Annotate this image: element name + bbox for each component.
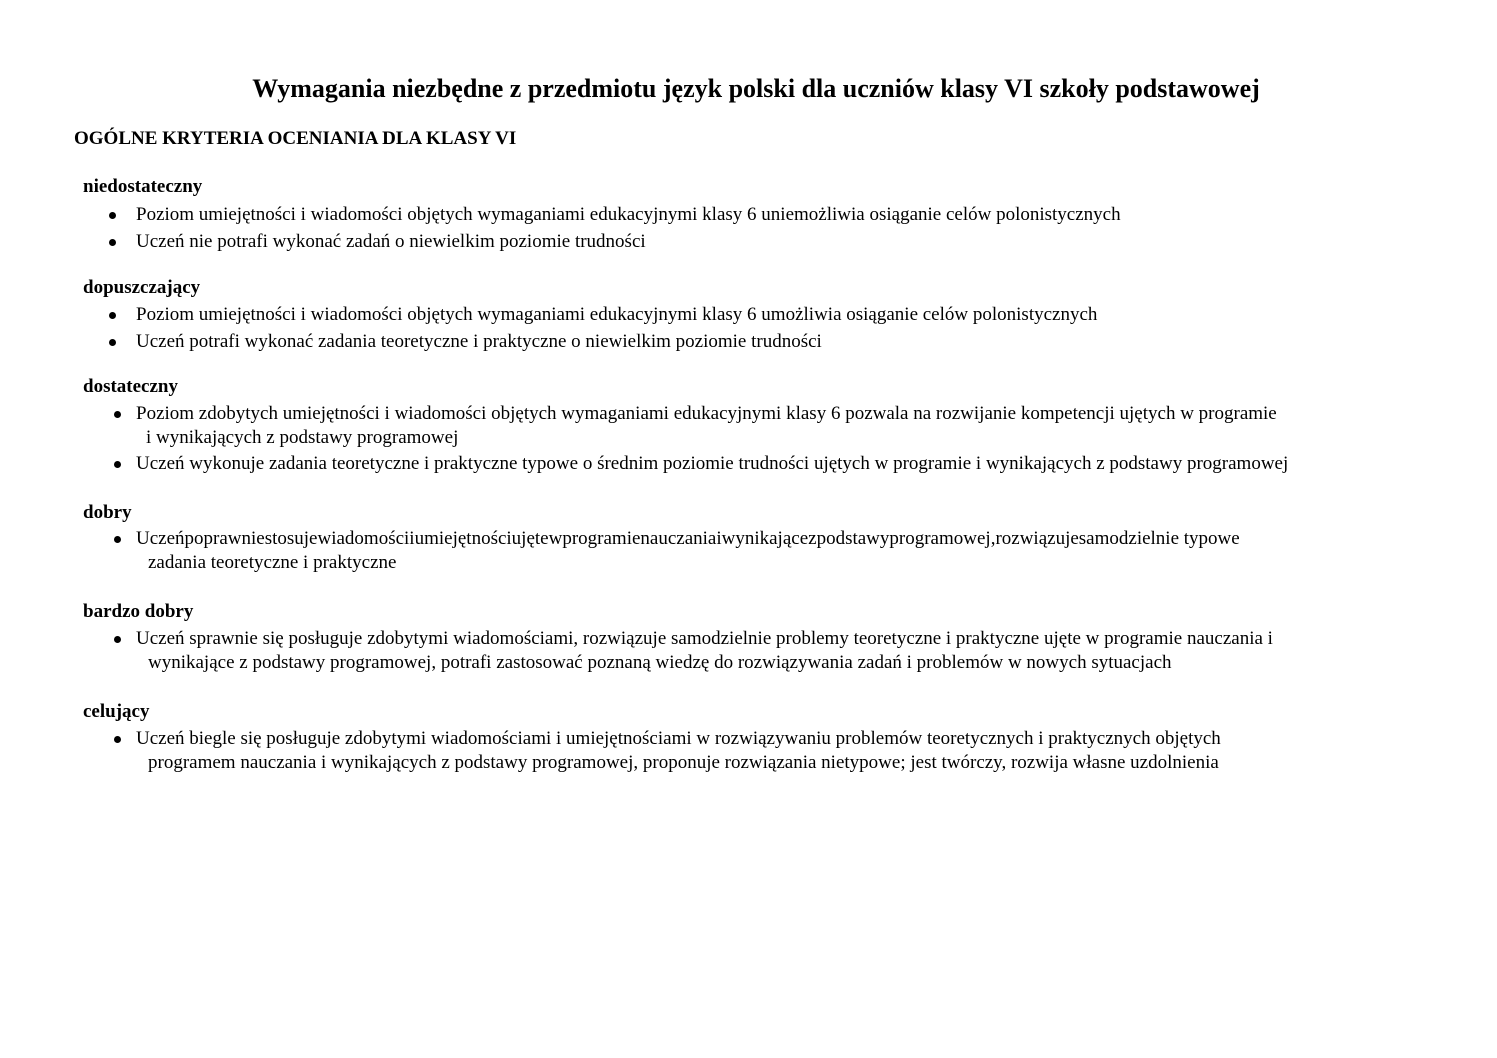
grade-heading-bardzo-dobry: bardzo dobry: [83, 601, 194, 622]
grade-heading-niedostateczny: niedostateczny: [83, 176, 203, 197]
list-item-text-continued: zadania teoretyczne i praktyczne: [148, 552, 397, 573]
list-item-text: Uczeń potrafi wykonać zadania teoretyczne i praktyczne o niewielkim poziomie trudności: [136, 331, 822, 352]
grade-heading-dostateczny: dostateczny: [83, 376, 178, 397]
list-item-text: Uczeńpoprawniestosujewiadomościiumiejętnościujętewprogramienauczaniaiwynikającezpodstawyprogramowej,rozwiązujesamodzielnie typowe: [136, 528, 1240, 549]
list-item-text-continued: programem nauczania i wynikających z podstawy programowej, proponuje rozwiązania nietypowe; jest twórczy, rozwija własne uzdolnienia: [148, 752, 1219, 773]
list-item-text: Poziom zdobytych umiejętności i wiadomości objętych wymaganiami edukacyjnymi klasy 6 pozwala na rozwijanie kompetencji ujętych w programie: [136, 403, 1277, 424]
list-item-text: Uczeń sprawnie się posługuje zdobytymi wiadomościami, rozwiązuje samodzielnie problemy teoretyczne i praktyczne ujęte w programie nauczania i: [136, 628, 1273, 649]
bullet-icon: [114, 411, 121, 418]
bullet-icon: [109, 312, 116, 319]
section-subtitle: OGÓLNE KRYTERIA OCENIANIA DLA KLASY VI: [74, 128, 517, 149]
grade-heading-celujacy: celujący: [83, 701, 150, 722]
list-item-text: Uczeń biegle się posługuje zdobytymi wiadomościami i umiejętnościami w rozwiązywaniu problemów teoretycznych i praktycznych objętych: [136, 728, 1221, 749]
list-item-text: Poziom umiejętności i wiadomości objętych wymaganiami edukacyjnymi klasy 6 umożliwia osiąganie celów polonistycznych: [136, 304, 1098, 325]
list-item-text: Uczeń wykonuje zadania teoretyczne i praktyczne typowe o średnim poziomie trudności ujętych w programie i wynikających z podstawy programowej: [136, 453, 1289, 474]
bullet-icon: [114, 536, 121, 543]
list-item-text-continued: wynikające z podstawy programowej, potrafi zastosować poznaną wiedzę do rozwiązywania zadań i problemów w nowych sytuacjach: [148, 652, 1172, 673]
grade-heading-dopuszczajacy: dopuszczający: [83, 277, 201, 298]
grade-heading-dobry: dobry: [83, 502, 132, 523]
page-title: Wymagania niezbędne z przedmiotu język polski dla uczniów klasy VI szkoły podstawowej: [252, 74, 1260, 103]
bullet-icon: [109, 239, 116, 246]
bullet-icon: [114, 736, 121, 743]
bullet-icon: [109, 212, 116, 219]
bullet-icon: [114, 461, 121, 468]
list-item-text: Poziom umiejętności i wiadomości objętych wymaganiami edukacyjnymi klasy 6 uniemożliwia osiąganie celów polonistycznych: [136, 204, 1121, 225]
bullet-icon: [109, 339, 116, 346]
list-item-text-continued: i wynikających z podstawy programowej: [146, 427, 459, 448]
bullet-icon: [114, 636, 121, 643]
list-item-text: Uczeń nie potrafi wykonać zadań o niewielkim poziomie trudności: [136, 231, 646, 252]
